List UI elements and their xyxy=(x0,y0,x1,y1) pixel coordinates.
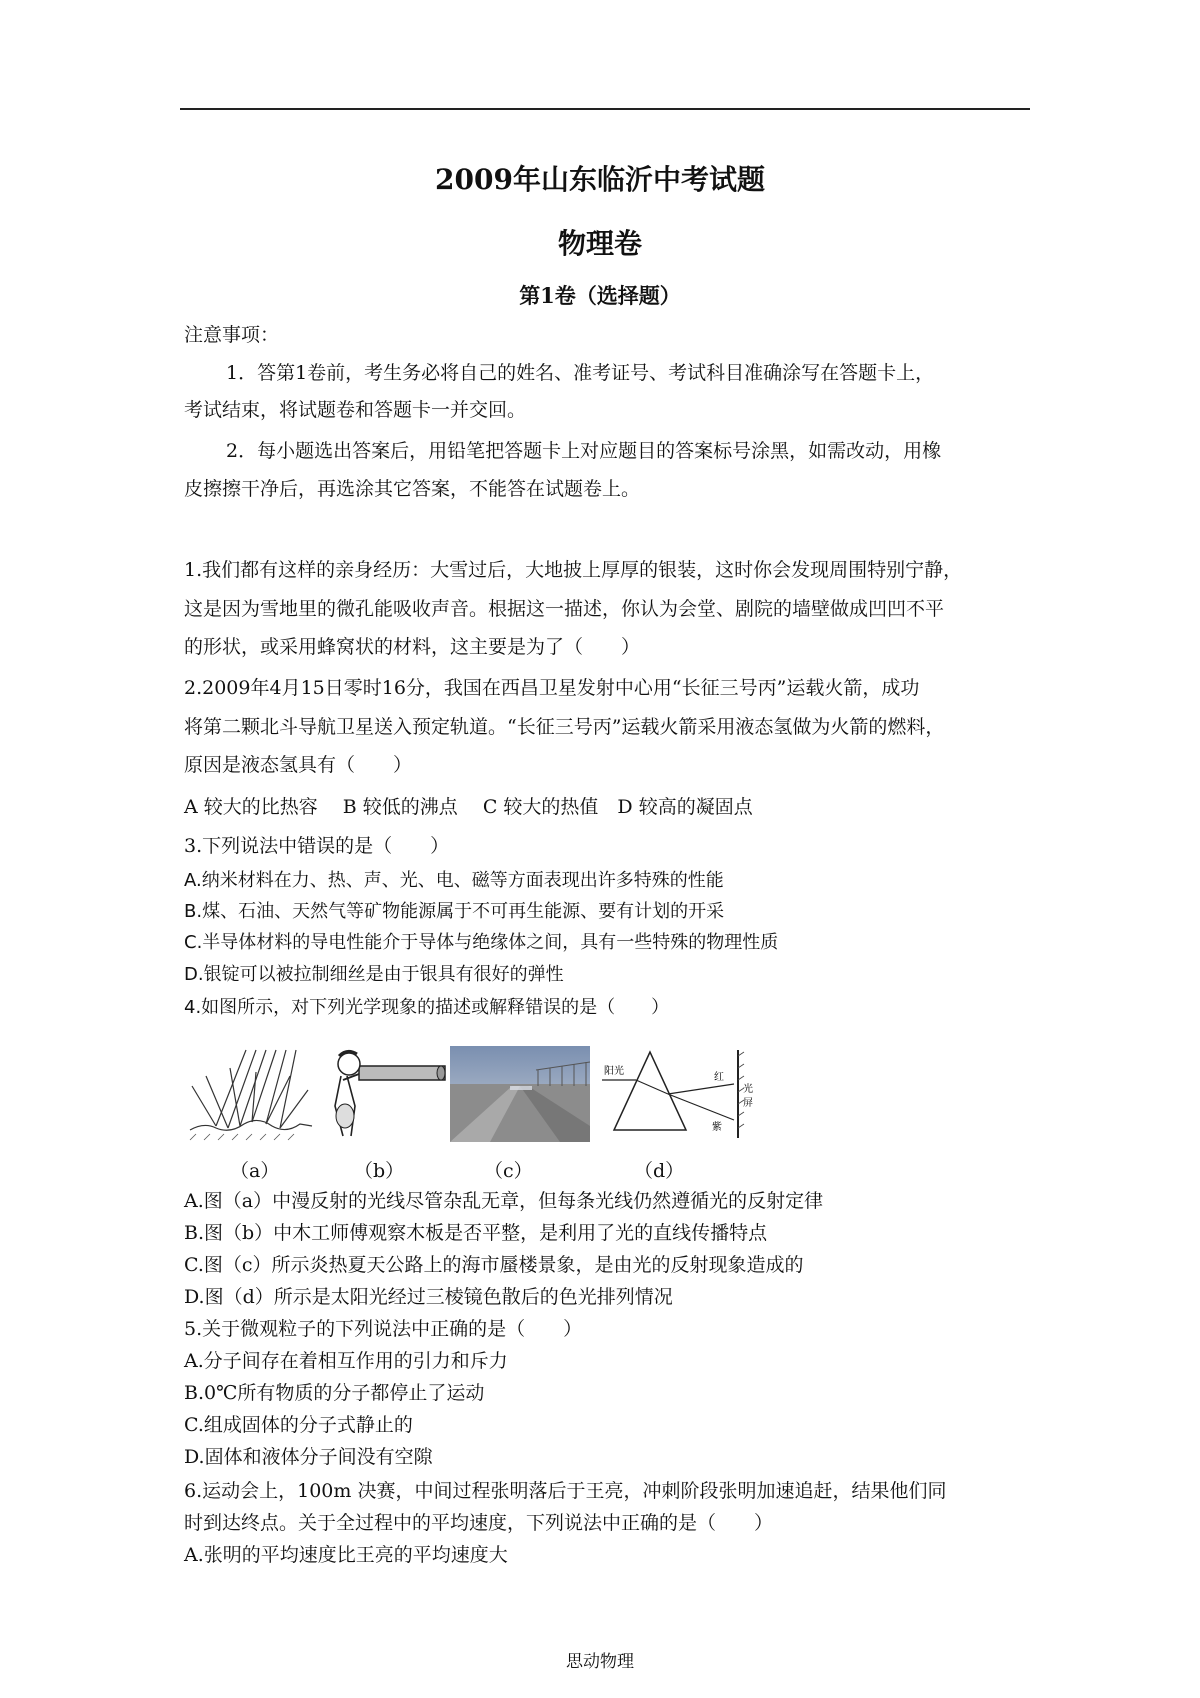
q3-option-a: A.纳米材料在力、热、声、光、电、磁等方面表现出许多特殊的性能 xyxy=(184,870,724,891)
caption-c: （c） xyxy=(484,1160,533,1182)
q6-option-a: A.张明的平均速度比王亮的平均速度大 xyxy=(184,1544,508,1566)
q4-stem: 4.如图所示，对下列光学现象的描述或解释错误的是（ ） xyxy=(184,997,670,1018)
exam-subtitle: 物理卷 xyxy=(557,227,642,260)
q2-line-1: 2.2009年4月15日零时16分，我国在西昌卫星发射中心用“长征三号丙”运载火箭，成功 xyxy=(184,677,920,699)
prism-label-screen-1: 光 xyxy=(743,1084,753,1095)
notice-heading: 注意事项： xyxy=(184,324,280,346)
caption-b: （b） xyxy=(354,1160,405,1182)
exam-title: 2009年山东临沂中考试题 xyxy=(435,163,765,196)
q5-option-d: D.固体和液体分子间没有空隙 xyxy=(184,1446,433,1468)
prism-label-red: 红 xyxy=(714,1072,724,1083)
notice-item-2-line-2: 皮擦擦干净后，再选涂其它答案，不能答在试题卷上。 xyxy=(184,478,641,500)
q1-line-1: 1.我们都有这样的亲身经历：大雪过后，大地披上厚厚的银装，这时你会发现周围特别宁静， xyxy=(184,559,963,581)
caption-a: （a） xyxy=(230,1160,280,1182)
notice-item-2-line-1: 2．每小题选出答案后，用铅笔把答题卡上对应题目的答案标号涂黑，如需改动，用橡 xyxy=(226,440,942,462)
caption-d: （d） xyxy=(634,1160,685,1182)
prism-label-screen-2: 屏 xyxy=(743,1098,753,1109)
q5-stem: 5.关于微观粒子的下列说法中正确的是（ ） xyxy=(184,1318,583,1340)
prism-dispersion-figure xyxy=(602,1046,754,1142)
carpenter-sighting-figure xyxy=(325,1046,447,1142)
q2-options: A 较大的比热容 B 较低的沸点 C 较大的热值 D 较高的凝固点 xyxy=(184,796,753,818)
header-rule xyxy=(180,108,1030,110)
notice-item-1-line-1: 1．答第1卷前，考生务必将自己的姓名、准考证号、考试科目准确涂写在答题卡上， xyxy=(226,362,935,384)
q5-option-c: C.组成固体的分子式静止的 xyxy=(184,1414,413,1436)
q2-line-2: 将第二颗北斗导航卫星送入预定轨道。“长征三号丙”运载火箭采用液态氢做为火箭的燃料， xyxy=(184,716,945,738)
q6-line-1: 6.运动会上，100m 决赛，中间过程张明落后于王亮，冲刺阶段张明加速追赶，结果他们同 xyxy=(184,1480,947,1502)
q3-stem: 3.下列说法中错误的是（ ） xyxy=(184,835,450,857)
q5-option-a: A.分子间存在着相互作用的引力和斥力 xyxy=(184,1350,508,1372)
prism-label-sunlight: 阳光 xyxy=(604,1066,624,1077)
notice-item-1-line-2: 考试结束，将试题卷和答题卡一并交回。 xyxy=(184,399,527,421)
section-title: 第1卷（选择题） xyxy=(519,283,681,308)
q4-option-d: D.图（d）所示是太阳光经过三棱镜色散后的色光排列情况 xyxy=(184,1286,673,1308)
page-footer: 思动物理 xyxy=(566,1652,634,1672)
road-mirage-photo xyxy=(450,1046,590,1142)
q2-line-3: 原因是液态氢具有（ ） xyxy=(184,754,413,776)
q3-option-c: C.半导体材料的导电性能介于导体与绝缘体之间，具有一些特殊的物理性质 xyxy=(184,932,779,953)
q4-option-b: B.图（b）中木工师傅观察木板是否平整，是利用了光的直线传播特点 xyxy=(184,1222,768,1244)
q1-line-2: 这是因为雪地里的微孔能吸收声音。根据这一描述，你认为会堂、剧院的墙壁做成凹凹不平 xyxy=(184,598,945,620)
diffuse-reflection-figure xyxy=(186,1046,316,1142)
q4-option-c: C.图（c）所示炎热夏天公路上的海市蜃楼景象，是由光的反射现象造成的 xyxy=(184,1254,804,1276)
q1-line-3: 的形状，或采用蜂窝状的材料，这主要是为了（ ） xyxy=(184,636,641,658)
q3-option-d: D.银锭可以被拉制细丝是由于银具有很好的弹性 xyxy=(184,964,564,985)
q3-option-b: B.煤、石油、天然气等矿物能源属于不可再生能源、要有计划的开采 xyxy=(184,901,725,922)
q6-line-2: 时到达终点。关于全过程中的平均速度，下列说法中正确的是（ ） xyxy=(184,1512,774,1534)
q4-option-a: A.图（a）中漫反射的光线尽管杂乱无章，但每条光线仍然遵循光的反射定律 xyxy=(184,1190,824,1212)
prism-label-violet: 紫 xyxy=(712,1122,722,1133)
q5-option-b: B.0℃所有物质的分子都停止了运动 xyxy=(184,1382,485,1404)
